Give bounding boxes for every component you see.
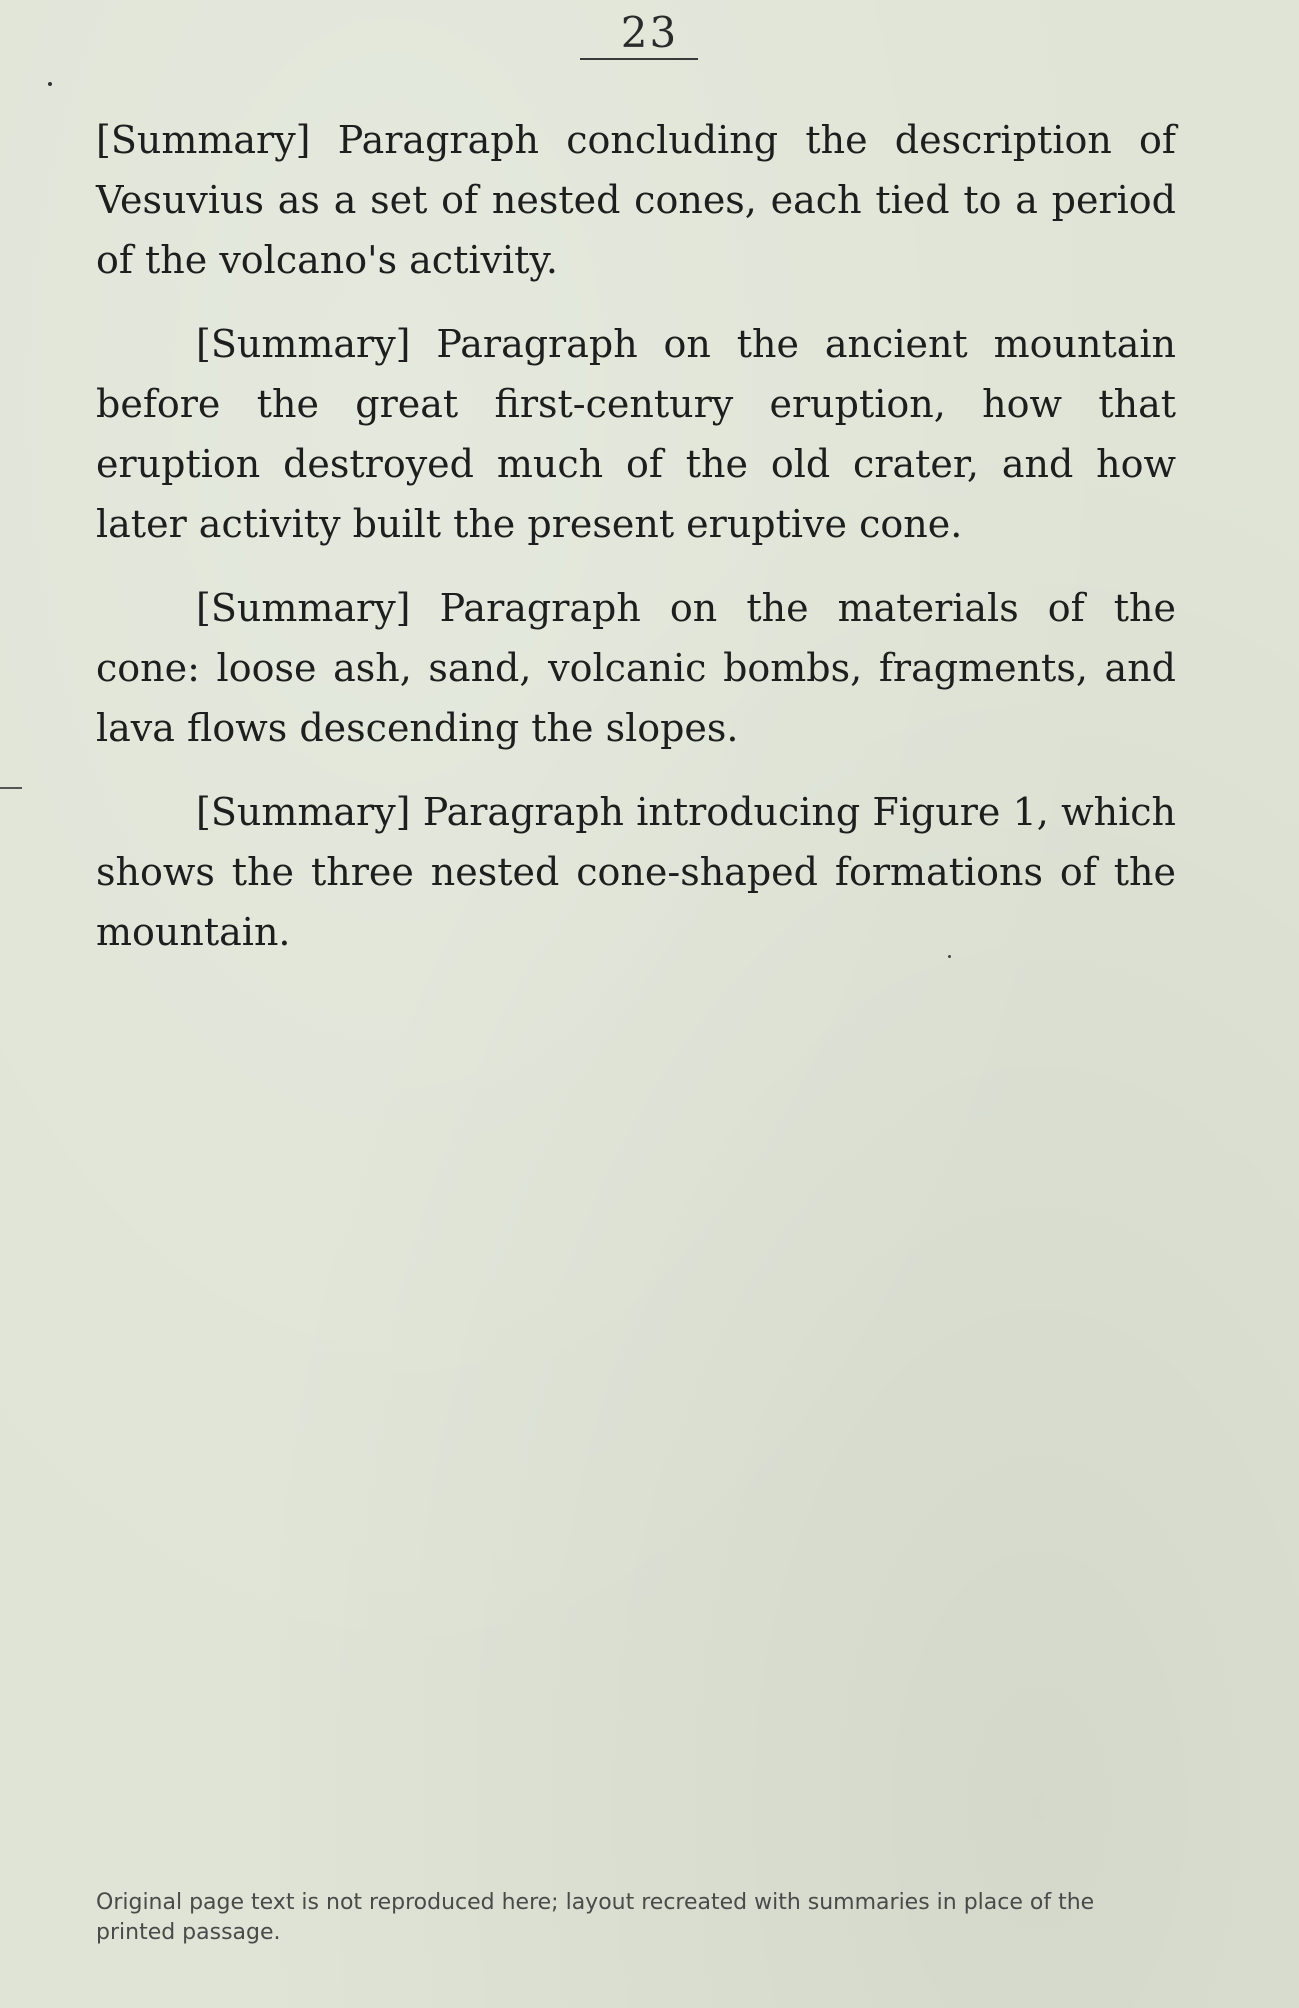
- margin-tick-mark: [0, 787, 22, 789]
- page-number: 23: [620, 8, 679, 57]
- paragraph-summary-4: [Summary] Paragraph introducing Figure 1, which shows the three nested cone-shaped formations of the mountain.: [96, 790, 1176, 954]
- paragraph-summary-1: [Summary] Paragraph concluding the description of Vesuvius as a set of nested cones, each tied to a period of the volcano's activity.: [96, 118, 1176, 282]
- header-rule: [580, 58, 698, 60]
- paragraph-summary-2: [Summary] Paragraph on the ancient mountain before the great first-century eruption, how that eruption destroyed much of the old crater, and how later activity built the present eruptive cone.: [96, 322, 1176, 546]
- body-text: [96, 110, 1176, 986]
- margin-dot: [48, 82, 52, 86]
- recreation-note: Original page text is not reproduced here; layout recreated with summaries in place of the printed passage.: [96, 1890, 1095, 1945]
- paragraph-summary-3: [Summary] Paragraph on the materials of the cone: loose ash, sand, volcanic bombs, fragments, and lava flows descending the slopes.: [96, 586, 1176, 750]
